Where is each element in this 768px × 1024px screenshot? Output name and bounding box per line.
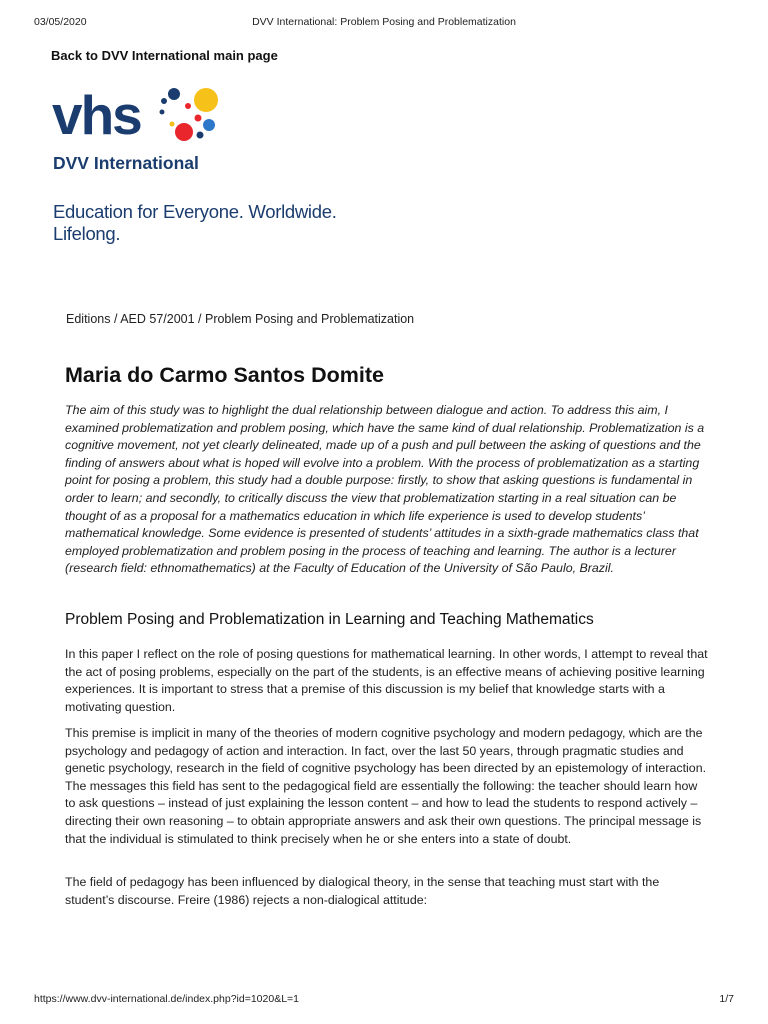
logo-dot-yellow — [194, 88, 218, 112]
print-header — [34, 16, 734, 30]
logo-dot-navy-top — [168, 88, 180, 100]
body-paragraph-1: In this paper I reflect on the role of posing questions for mathematical learning. In other words, I attempt to reveal that the act of posing problems, especially on the part of the students, is an effective means of achieving positive learning experiences. It is important to stress that a premise of this discussion is my belief that knowledge starts with a motivating question. — [65, 647, 708, 714]
print-footer — [34, 993, 734, 1007]
logo-wordmark: vhs — [52, 84, 141, 146]
tagline-line-1: Education for Everyone. Worldwide. — [53, 201, 337, 222]
logo-dot-blue — [203, 119, 215, 131]
tagline-line-2: Lifelong. — [53, 223, 121, 244]
dvv-international-logo[interactable] — [52, 84, 232, 174]
logo-dot-red-small — [185, 103, 191, 109]
body-paragraph-2: This premise is implicit in many of the theories of modern cognitive psychology and modern pedagogy, which are the psychology and pedagogy of action and interaction. In fact, over the last 50 years, through pragmatic studies and genetic psychology, research in the field of cognitive psychology has been directed by an epistemology of interaction. The messages this field has sent to the pedagogical field are essentially the following: the teacher should learn how to ask questions – instead of just explaining the lesson content – and how to lead the students to respond actively – directing their own reasoning – to obtain appropriate answers and ask their own questions. The principal message is that the individual is stimulated to think precisely when he or she enters into a state of doubt. — [65, 726, 707, 846]
vhs-logo-graphic — [52, 84, 232, 174]
author-name: Maria do Carmo Santos Domite — [65, 363, 384, 387]
abstract: The aim of this study was to highlight the dual relationship between dialogue and action. To address this aim, I examined problematization and problem posing, which have the same kind of dual relationship. Problematization is a cognitive movement, not yet clearly delineated, made up of a push and pull between the asking of questions and the finding of answers about what is hoped will evolve into a problem. With the process of problematization as a starting point for posing a problem, this study had a double purpose: firstly, to show that asking questions is fundamental in order to learn; and secondly, to critically discuss the view that problematization starting in a real situation can be thought of as a proposal for a mathematics education in which life experience is used to develop students’ mathematical knowledge. Some evidence is presented of students’ attitudes in a sixth-grade mathematics class that employed problematization and problem posing in the process of teaching and learning. The author is a lecturer (research field: ethnomathematics) at the Faculty of Education of the University of São Paulo, Brazil. — [65, 403, 705, 576]
logo-dot-navy-tiny — [160, 110, 165, 115]
logo-organization-name: DVV International — [53, 153, 199, 173]
logo-dot-red-mid — [195, 115, 202, 122]
logo-dot-navy-small — [161, 98, 167, 104]
logo-dot-navy-bottom — [197, 132, 204, 139]
logo-dot-yellow-small — [170, 122, 175, 127]
body-paragraph-3: The field of pedagogy has been influenced by dialogical theory, in the sense that teaching must start with the student’s discourse. Freire (1986) rejects a non-dialogical attitude: — [65, 875, 660, 907]
breadcrumb[interactable]: Editions / AED 57/2001 / Problem Posing and Problematization — [66, 312, 415, 326]
back-to-main-page-link[interactable]: Back to DVV International main page — [51, 48, 278, 63]
print-page-number: 1/7 — [719, 993, 734, 1005]
print-url: https://www.dvv-international.de/index.php?id=1020&L=1 — [34, 993, 300, 1005]
tagline — [53, 201, 337, 245]
logo-dot-red-large — [175, 123, 193, 141]
print-date: 03/05/2020 — [34, 16, 87, 28]
section-heading: Problem Posing and Problematization in Learning and Teaching Mathematics — [65, 611, 594, 628]
print-page-title: DVV International: Problem Posing and Problematization — [252, 16, 516, 28]
